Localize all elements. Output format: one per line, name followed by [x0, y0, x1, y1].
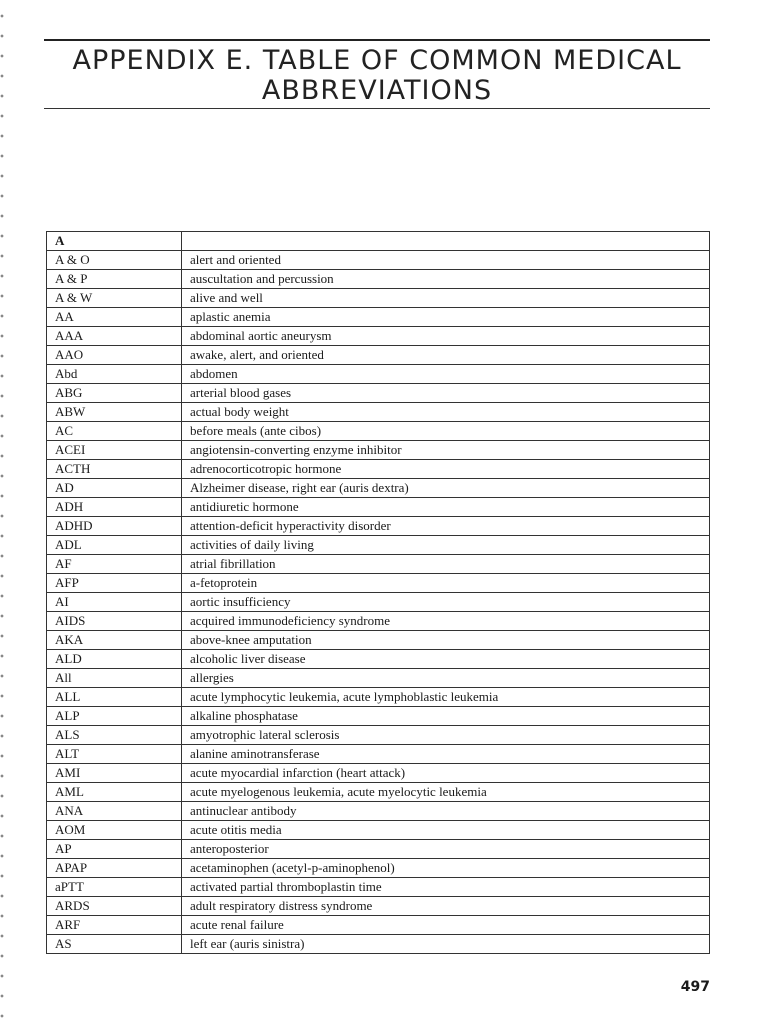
table-row [47, 726, 710, 745]
abbreviation-cell: AFP [47, 574, 182, 593]
meaning-cell: alert and oriented [182, 251, 710, 270]
abbreviation-cell: AI [47, 593, 182, 612]
table-row [47, 327, 710, 346]
abbreviation-cell: AC [47, 422, 182, 441]
table-row [47, 916, 710, 935]
meaning-cell: alcoholic liver disease [182, 650, 710, 669]
meaning-cell: adult respiratory distress syndrome [182, 897, 710, 916]
meaning-cell: activated partial thromboplastin time [182, 878, 710, 897]
meaning-cell: adrenocorticotropic hormone [182, 460, 710, 479]
page-title-line-1: APPENDIX E. TABLE OF COMMON MEDICAL [72, 45, 682, 76]
table-row [47, 346, 710, 365]
meaning-cell: acute otitis media [182, 821, 710, 840]
abbreviation-cell: ALT [47, 745, 182, 764]
table-row [47, 403, 710, 422]
table-row [47, 897, 710, 916]
abbreviation-cell: ARF [47, 916, 182, 935]
meaning-cell: abdomen [182, 365, 710, 384]
abbreviation-cell: AAA [47, 327, 182, 346]
abbreviation-cell: ACEI [47, 441, 182, 460]
meaning-cell: alive and well [182, 289, 710, 308]
table-row [47, 270, 710, 289]
abbreviation-cell: AMI [47, 764, 182, 783]
page-title-line-2: ABBREVIATIONS [261, 75, 493, 106]
table-row [47, 631, 710, 650]
meaning-cell: attention-deficit hyperactivity disorder [182, 517, 710, 536]
abbreviation-cell: AF [47, 555, 182, 574]
abbreviation-cell: ANA [47, 802, 182, 821]
table-row [47, 498, 710, 517]
meaning-cell: aplastic anemia [182, 308, 710, 327]
meaning-cell: amyotrophic lateral sclerosis [182, 726, 710, 745]
page-header [44, 39, 710, 109]
table-row [47, 669, 710, 688]
meaning-cell: awake, alert, and oriented [182, 346, 710, 365]
table-row [47, 422, 710, 441]
abbreviation-cell: ABW [47, 403, 182, 422]
table-row [47, 441, 710, 460]
meaning-cell: angiotensin-converting enzyme inhibitor [182, 441, 710, 460]
table-row [47, 821, 710, 840]
table-row [47, 289, 710, 308]
table-row [47, 612, 710, 631]
abbreviation-cell: AKA [47, 631, 182, 650]
abbreviation-cell: APAP [47, 859, 182, 878]
meaning-cell: antidiuretic hormone [182, 498, 710, 517]
abbreviation-cell: ALD [47, 650, 182, 669]
abbreviation-cell: AS [47, 935, 182, 954]
page-number: 497 [680, 979, 710, 995]
meaning-cell: alanine aminotransferase [182, 745, 710, 764]
meaning-cell: acetaminophen (acetyl-p-aminophenol) [182, 859, 710, 878]
page-title [44, 41, 710, 106]
abbreviation-cell: ACTH [47, 460, 182, 479]
meaning-cell: antinuclear antibody [182, 802, 710, 821]
abbreviations-table-body [47, 232, 710, 954]
abbreviation-cell: A & W [47, 289, 182, 308]
abbreviation-cell: Abd [47, 365, 182, 384]
abbreviation-cell: AML [47, 783, 182, 802]
meaning-cell: a-fetoprotein [182, 574, 710, 593]
abbreviation-cell: AAO [47, 346, 182, 365]
table-row [47, 593, 710, 612]
meaning-cell: acute myelogenous leukemia, acute myelocytic leukemia [182, 783, 710, 802]
table-row [47, 859, 710, 878]
abbreviation-cell: ALP [47, 707, 182, 726]
meaning-cell: aortic insufficiency [182, 593, 710, 612]
meaning-cell: Alzheimer disease, right ear (auris dextra) [182, 479, 710, 498]
meaning-cell: arterial blood gases [182, 384, 710, 403]
table-row [47, 650, 710, 669]
abbreviation-cell: ADL [47, 536, 182, 555]
abbreviation-cell: ARDS [47, 897, 182, 916]
abbreviation-cell: ADHD [47, 517, 182, 536]
abbreviation-cell: ALL [47, 688, 182, 707]
table-row [47, 802, 710, 821]
meaning-cell: above-knee amputation [182, 631, 710, 650]
table-row [47, 555, 710, 574]
table-row [47, 365, 710, 384]
section-empty-cell [182, 232, 710, 251]
table-row [47, 536, 710, 555]
meaning-cell: abdominal aortic aneurysm [182, 327, 710, 346]
abbreviation-cell: aPTT [47, 878, 182, 897]
meaning-cell: allergies [182, 669, 710, 688]
table-row [47, 251, 710, 270]
abbreviation-cell: A & O [47, 251, 182, 270]
abbreviation-cell: AA [47, 308, 182, 327]
meaning-cell: anteroposterior [182, 840, 710, 859]
table-row [47, 878, 710, 897]
meaning-cell: alkaline phosphatase [182, 707, 710, 726]
table-row [47, 308, 710, 327]
table-row [47, 460, 710, 479]
abbreviation-cell: AOM [47, 821, 182, 840]
table-row [47, 517, 710, 536]
meaning-cell: atrial fibrillation [182, 555, 710, 574]
abbreviation-cell: AIDS [47, 612, 182, 631]
meaning-cell: acute lymphocytic leukemia, acute lymphoblastic leukemia [182, 688, 710, 707]
table-row [47, 688, 710, 707]
table-row [47, 783, 710, 802]
table-row [47, 764, 710, 783]
meaning-cell: before meals (ante cibos) [182, 422, 710, 441]
section-header-row [47, 232, 710, 251]
abbreviation-cell: AP [47, 840, 182, 859]
table-row [47, 935, 710, 954]
meaning-cell: acquired immunodeficiency syndrome [182, 612, 710, 631]
abbreviation-cell: A & P [47, 270, 182, 289]
abbreviation-cell: ADH [47, 498, 182, 517]
binding-edge-marks [0, 0, 4, 1024]
table-row [47, 479, 710, 498]
table-row [47, 384, 710, 403]
table-row [47, 707, 710, 726]
abbreviation-cell: ALS [47, 726, 182, 745]
abbreviations-table [46, 231, 710, 954]
meaning-cell: actual body weight [182, 403, 710, 422]
abbreviation-cell: ABG [47, 384, 182, 403]
table-row [47, 840, 710, 859]
section-letter: A [47, 232, 182, 251]
meaning-cell: acute renal failure [182, 916, 710, 935]
table-row [47, 574, 710, 593]
abbreviation-cell: All [47, 669, 182, 688]
meaning-cell: left ear (auris sinistra) [182, 935, 710, 954]
table-row [47, 745, 710, 764]
meaning-cell: auscultation and percussion [182, 270, 710, 289]
meaning-cell: acute myocardial infarction (heart attack) [182, 764, 710, 783]
meaning-cell: activities of daily living [182, 536, 710, 555]
abbreviation-cell: AD [47, 479, 182, 498]
